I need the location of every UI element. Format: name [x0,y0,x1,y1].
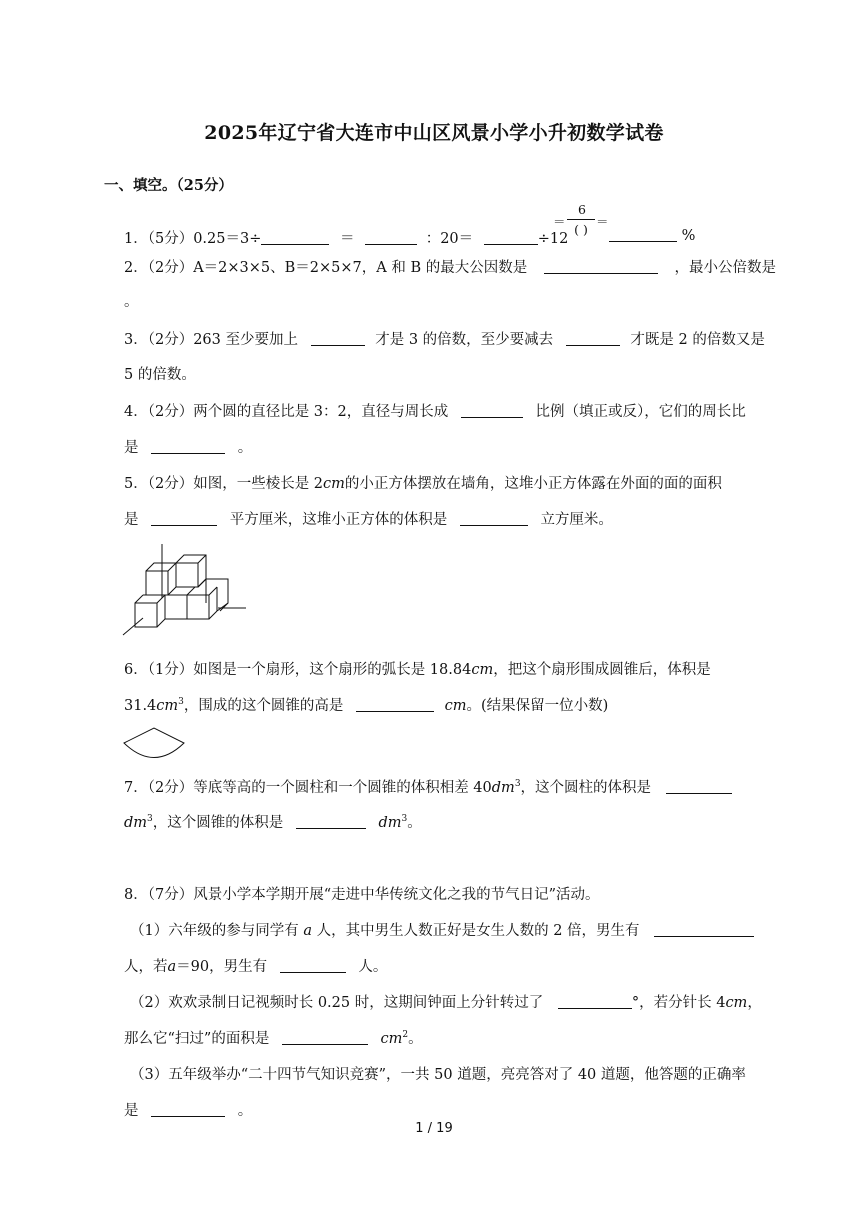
question-8-part-2-wrap: 那么它“扫过”的面积是 $cm^2$。 [124,1030,423,1047]
q1-blank-1[interactable] [261,230,329,245]
question-6-wrap: $31.4cm^3$，围成的这个圆锥的高是 cm。(结果保留一位小数) [124,697,609,714]
cube-stack-figure [118,540,253,640]
q1-fraction-denominator[interactable]: ( ) [574,222,588,237]
q3-blank-1[interactable] [311,331,365,346]
question-8-part-1-wrap: 人，若a＝90，男生有 人。 [124,959,388,975]
q4-blank-2[interactable] [151,439,225,454]
question-3-wrap: 5 的倍数。 [124,367,196,383]
q1-fraction-bar [567,219,595,220]
question-8-part-3: （3）五年级举办“二十四节气知识竞赛”，一共 50 道题，亮亮答对了 40 道题，他答题的正确率 [130,1067,746,1083]
question-5-wrap: 是 平方厘米，这堆小正方体的体积是 立方厘米。 [124,512,613,528]
question-7: 7．（2分）等底等高的一个圆柱和一个圆锥的体积相差 $40dm^3$，这个圆柱的体积是 [124,776,732,797]
q5-blank-2[interactable] [460,511,528,526]
q4-blank-1[interactable] [461,403,523,418]
question-5: 5．（2分）如图，一些棱长是 2cm的小正方体摆放在墙角，这堆小正方体露在外面的面的面积 [124,476,722,492]
sector-figure [120,726,188,762]
q1-blank-percent[interactable] [609,227,677,242]
page-number: 1 / 19 [415,1121,453,1136]
question-8-part-1: （1）六年级的参与同学有 a 人，其中男生人数正好是女生人数的 2 倍，男生有 [130,919,754,940]
q1-fraction-numerator: 6 [578,202,586,217]
question-4: 4．（2分）两个圆的直径比是 3：2，直径与周长成 比例（填正或反），它们的周长比 [124,404,746,420]
q8-blank-area[interactable] [282,1030,368,1045]
question-1: 1．（5分）0.25＝3÷ ＝ ：20＝ ÷12 [124,231,569,247]
q8-blank-accuracy[interactable] [151,1102,225,1117]
q1-blank-3[interactable] [484,230,538,245]
question-8-part-3-wrap: 是 。 [124,1103,253,1119]
q5-blank-1[interactable] [151,511,217,526]
q1-eq-left: ＝ [553,214,566,229]
question-2: 2．（2分）A＝2×3×5、B＝2×5×7，A 和 B 的最大公因数是 ，最小公倍数是 [124,260,776,276]
question-8-intro: 8．（7分）风景小学本学期开展“走进中华传统文化之我的节气日记”活动。 [124,887,600,903]
q1-blank-2[interactable] [365,230,417,245]
q2-blank-gcd[interactable] [544,259,658,274]
section-heading-fill-blank: 一、填空。（25分） [104,177,233,194]
question-4-wrap: 是 。 [124,440,253,456]
q8-blank-boys-90[interactable] [280,958,346,973]
q3-blank-2[interactable] [566,331,620,346]
question-7-wrap: $dm^3$，这个圆锥的体积是 $dm^3$。 [124,814,422,831]
q7-blank-cylinder[interactable] [666,779,732,794]
q7-blank-cone[interactable] [296,814,366,829]
question-8-part-2: （2）欢欢录制日记视频时长 0.25 时，这期间钟面上分针转过了 °，若分针长 4cm， [130,995,762,1011]
question-6: 6．（1分）如图是一个扇形，这个扇形的弧长是 18.84cm，把这个扇形围成圆锥后，体积是 [124,662,711,678]
page-title: 2025年辽宁省大连市中山区风景小学小升初数学试卷 [204,122,664,144]
question-3: 3．（2分）263 至少要加上 才是 3 的倍数，至少要减去 才既是 2 的倍数又是 [124,332,765,348]
q8-blank-boys-a[interactable] [654,922,754,937]
q6-blank-height[interactable] [356,697,434,712]
q8-blank-degrees[interactable] [558,994,632,1009]
q1-eq-right: ＝ [596,214,609,229]
q1-percent-group: % [609,227,695,244]
question-2-wrap: 。 [124,294,139,310]
